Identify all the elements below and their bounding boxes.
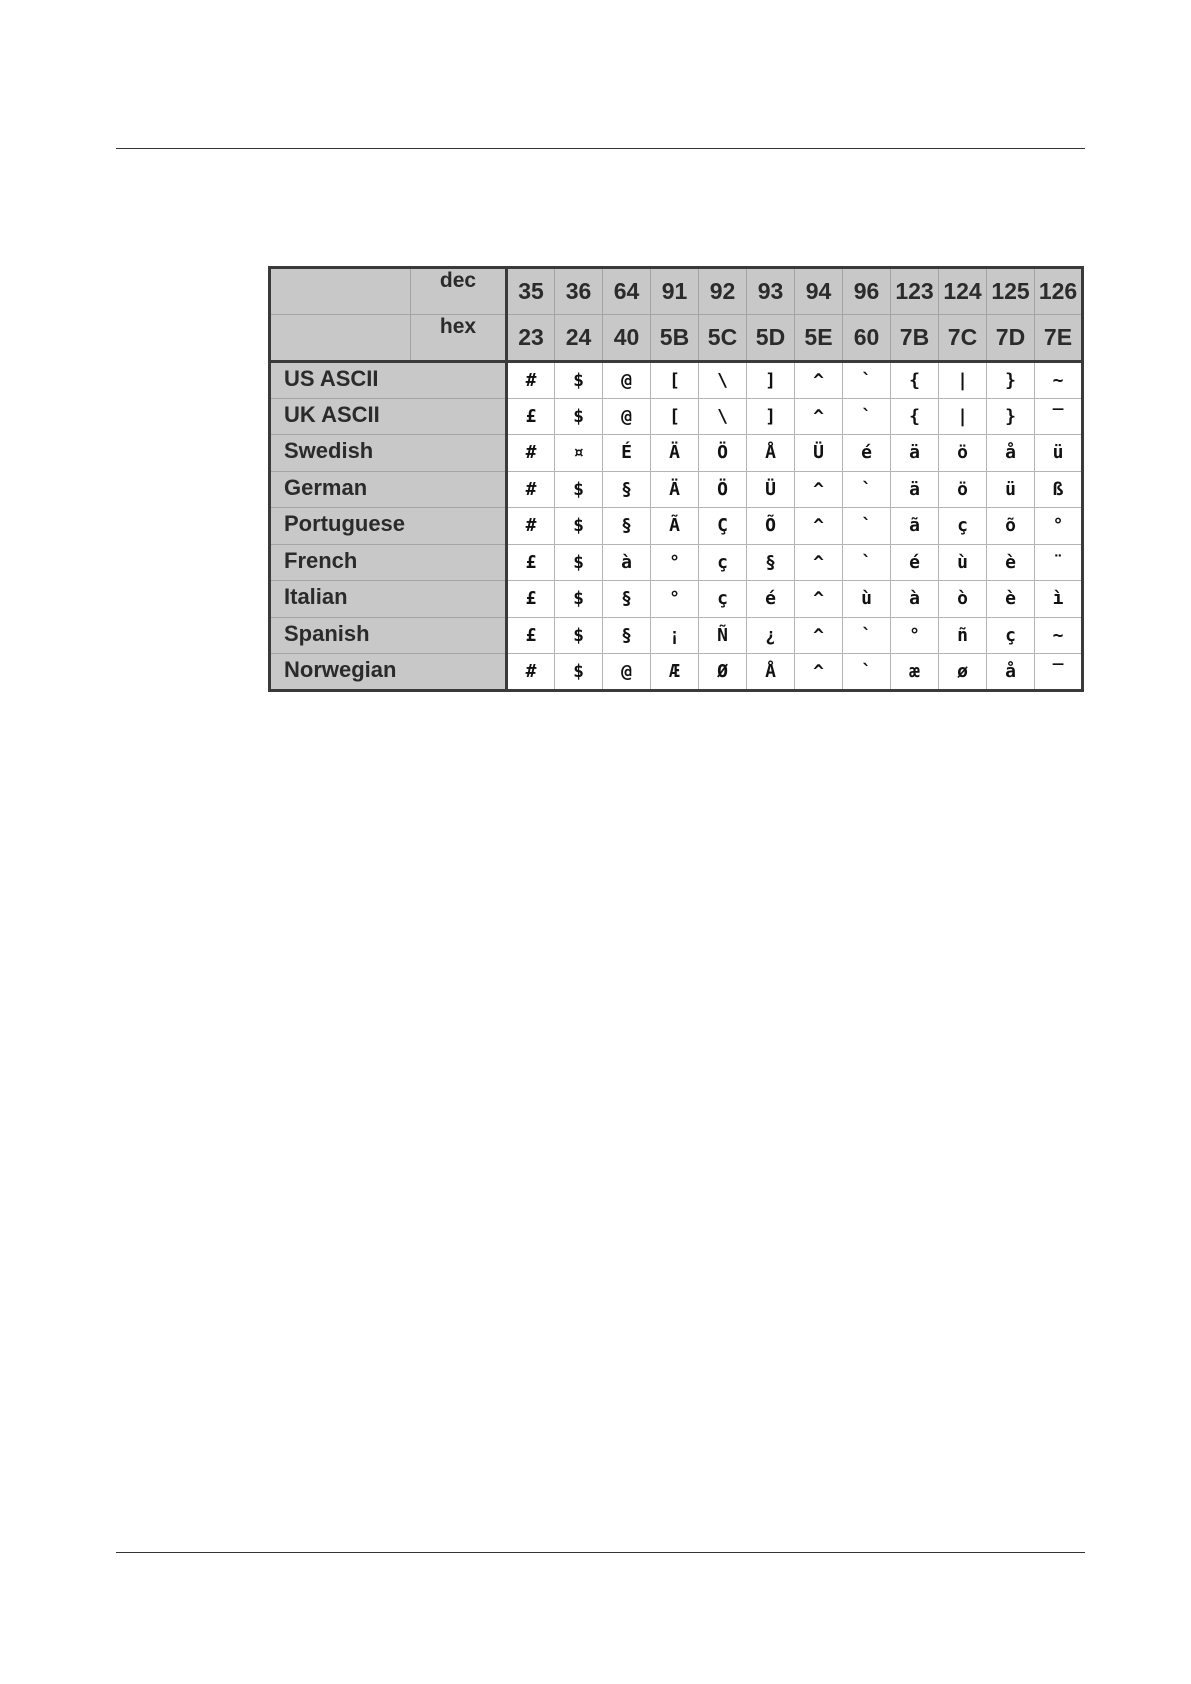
- glyph-cell: £: [507, 544, 555, 581]
- glyph-cell: ã: [891, 508, 939, 545]
- glyph-cell: ä: [891, 471, 939, 508]
- glyph-cell: `: [843, 654, 891, 691]
- glyph-cell: [: [651, 362, 699, 399]
- glyph-cell: `: [843, 544, 891, 581]
- glyph-cell: Ç: [699, 508, 747, 545]
- dec-code-cell: 126: [1035, 268, 1083, 315]
- glyph-cell: $: [555, 508, 603, 545]
- glyph-cell: à: [891, 581, 939, 618]
- language-name: Norwegian: [270, 654, 507, 691]
- glyph-cell: ¤: [555, 435, 603, 472]
- glyph-cell: É: [603, 435, 651, 472]
- language-name: French: [270, 544, 507, 581]
- corner-blank-cell: [270, 315, 411, 362]
- glyph-cell: Ö: [699, 471, 747, 508]
- glyph-cell: é: [843, 435, 891, 472]
- hex-code-cell: 7D: [987, 315, 1035, 362]
- glyph-cell: ù: [939, 544, 987, 581]
- glyph-cell: å: [987, 654, 1035, 691]
- glyph-cell: \: [699, 362, 747, 399]
- glyph-cell: è: [987, 544, 1035, 581]
- glyph-cell: $: [555, 362, 603, 399]
- glyph-cell: Ã: [651, 508, 699, 545]
- hex-code-cell: 7C: [939, 315, 987, 362]
- language-name: German: [270, 471, 507, 508]
- glyph-cell: ^: [795, 362, 843, 399]
- language-name: Portuguese: [270, 508, 507, 545]
- hex-code-cell: 7E: [1035, 315, 1083, 362]
- glyph-cell: ö: [939, 435, 987, 472]
- dec-code-cell: 125: [987, 268, 1035, 315]
- glyph-cell: §: [747, 544, 795, 581]
- glyph-cell: é: [747, 581, 795, 618]
- language-name: Swedish: [270, 435, 507, 472]
- glyph-cell: #: [507, 435, 555, 472]
- language-name: Spanish: [270, 617, 507, 654]
- glyph-cell: {: [891, 362, 939, 399]
- glyph-cell: ü: [1035, 435, 1083, 472]
- dec-code-cell: 64: [603, 268, 651, 315]
- glyph-cell: |: [939, 398, 987, 435]
- glyph-cell: @: [603, 362, 651, 399]
- glyph-cell: ^: [795, 398, 843, 435]
- glyph-cell: ~: [1035, 617, 1083, 654]
- glyph-cell: $: [555, 654, 603, 691]
- glyph-cell: ü: [987, 471, 1035, 508]
- glyph-cell: Ü: [795, 435, 843, 472]
- glyph-cell: Ä: [651, 471, 699, 508]
- glyph-cell: $: [555, 544, 603, 581]
- glyph-cell: ì: [1035, 581, 1083, 618]
- glyph-cell: ]: [747, 398, 795, 435]
- glyph-cell: °: [651, 581, 699, 618]
- hex-code-cell: 60: [843, 315, 891, 362]
- glyph-cell: å: [987, 435, 1035, 472]
- glyph-cell: ^: [795, 471, 843, 508]
- glyph-cell: }: [987, 362, 1035, 399]
- glyph-cell: §: [603, 617, 651, 654]
- dec-code-cell: 123: [891, 268, 939, 315]
- charset-row: [270, 398, 1083, 435]
- glyph-cell: ù: [843, 581, 891, 618]
- glyph-cell: ç: [987, 617, 1035, 654]
- glyph-cell: ¡: [651, 617, 699, 654]
- glyph-cell: Å: [747, 654, 795, 691]
- charset-row: [270, 471, 1083, 508]
- glyph-cell: |: [939, 362, 987, 399]
- dec-label: dec: [411, 268, 507, 315]
- glyph-cell: #: [507, 654, 555, 691]
- dec-code-cell: 94: [795, 268, 843, 315]
- glyph-cell: ä: [891, 435, 939, 472]
- charset-row: [270, 362, 1083, 399]
- glyph-cell: ¿: [747, 617, 795, 654]
- language-name: US ASCII: [270, 362, 507, 399]
- glyph-cell: Ø: [699, 654, 747, 691]
- header-rule: [116, 148, 1085, 149]
- glyph-cell: £: [507, 581, 555, 618]
- glyph-cell: $: [555, 471, 603, 508]
- glyph-cell: ç: [699, 581, 747, 618]
- glyph-cell: `: [843, 362, 891, 399]
- glyph-cell: °: [651, 544, 699, 581]
- glyph-cell: ]: [747, 362, 795, 399]
- corner-blank-cell: [270, 268, 411, 315]
- national-charset-table: [268, 266, 1084, 692]
- glyph-cell: $: [555, 581, 603, 618]
- glyph-cell: ^: [795, 508, 843, 545]
- glyph-cell: ^: [795, 544, 843, 581]
- hex-header-row: [270, 315, 1083, 362]
- glyph-cell: `: [843, 617, 891, 654]
- glyph-cell: è: [987, 581, 1035, 618]
- footer-rule: [116, 1552, 1085, 1553]
- glyph-cell: `: [843, 508, 891, 545]
- glyph-cell: ¨: [1035, 544, 1083, 581]
- glyph-cell: `: [843, 471, 891, 508]
- dec-code-cell: 35: [507, 268, 555, 315]
- glyph-cell: [: [651, 398, 699, 435]
- language-name: Italian: [270, 581, 507, 618]
- hex-code-cell: 40: [603, 315, 651, 362]
- glyph-cell: `: [843, 398, 891, 435]
- charset-row: [270, 508, 1083, 545]
- glyph-cell: §: [603, 508, 651, 545]
- glyph-cell: °: [1035, 508, 1083, 545]
- dec-header-row: [270, 268, 1083, 315]
- glyph-cell: §: [603, 581, 651, 618]
- glyph-cell: ‾: [1035, 398, 1083, 435]
- glyph-cell: Ä: [651, 435, 699, 472]
- glyph-cell: #: [507, 508, 555, 545]
- glyph-cell: #: [507, 471, 555, 508]
- glyph-cell: $: [555, 617, 603, 654]
- glyph-cell: à: [603, 544, 651, 581]
- glyph-cell: ç: [699, 544, 747, 581]
- charset-row: [270, 617, 1083, 654]
- hex-code-cell: 5D: [747, 315, 795, 362]
- glyph-cell: ^: [795, 617, 843, 654]
- glyph-cell: §: [603, 471, 651, 508]
- hex-code-cell: 5E: [795, 315, 843, 362]
- dec-code-cell: 36: [555, 268, 603, 315]
- glyph-cell: Ö: [699, 435, 747, 472]
- hex-code-cell: 5C: [699, 315, 747, 362]
- charset-row: [270, 654, 1083, 691]
- dec-code-cell: 91: [651, 268, 699, 315]
- glyph-cell: @: [603, 654, 651, 691]
- glyph-cell: #: [507, 362, 555, 399]
- dec-code-cell: 124: [939, 268, 987, 315]
- hex-label: hex: [411, 315, 507, 362]
- glyph-cell: ö: [939, 471, 987, 508]
- glyph-cell: Õ: [747, 508, 795, 545]
- glyph-cell: Æ: [651, 654, 699, 691]
- glyph-cell: °: [891, 617, 939, 654]
- hex-code-cell: 24: [555, 315, 603, 362]
- hex-code-cell: 7B: [891, 315, 939, 362]
- dec-code-cell: 96: [843, 268, 891, 315]
- glyph-cell: ‾: [1035, 654, 1083, 691]
- dec-code-cell: 92: [699, 268, 747, 315]
- glyph-cell: Ñ: [699, 617, 747, 654]
- glyph-cell: ~: [1035, 362, 1083, 399]
- glyph-cell: ò: [939, 581, 987, 618]
- glyph-cell: £: [507, 617, 555, 654]
- glyph-cell: Ü: [747, 471, 795, 508]
- glyph-cell: ^: [795, 581, 843, 618]
- glyph-cell: £: [507, 398, 555, 435]
- glyph-cell: ß: [1035, 471, 1083, 508]
- glyph-cell: {: [891, 398, 939, 435]
- charset-row: [270, 581, 1083, 618]
- glyph-cell: ø: [939, 654, 987, 691]
- hex-code-cell: 23: [507, 315, 555, 362]
- glyph-cell: }: [987, 398, 1035, 435]
- dec-code-cell: 93: [747, 268, 795, 315]
- glyph-cell: @: [603, 398, 651, 435]
- glyph-cell: ç: [939, 508, 987, 545]
- glyph-cell: æ: [891, 654, 939, 691]
- glyph-cell: ^: [795, 654, 843, 691]
- glyph-cell: ñ: [939, 617, 987, 654]
- glyph-cell: $: [555, 398, 603, 435]
- hex-code-cell: 5B: [651, 315, 699, 362]
- glyph-cell: õ: [987, 508, 1035, 545]
- language-name: UK ASCII: [270, 398, 507, 435]
- glyph-cell: Å: [747, 435, 795, 472]
- glyph-cell: \: [699, 398, 747, 435]
- glyph-cell: é: [891, 544, 939, 581]
- charset-row: [270, 544, 1083, 581]
- charset-row: [270, 435, 1083, 472]
